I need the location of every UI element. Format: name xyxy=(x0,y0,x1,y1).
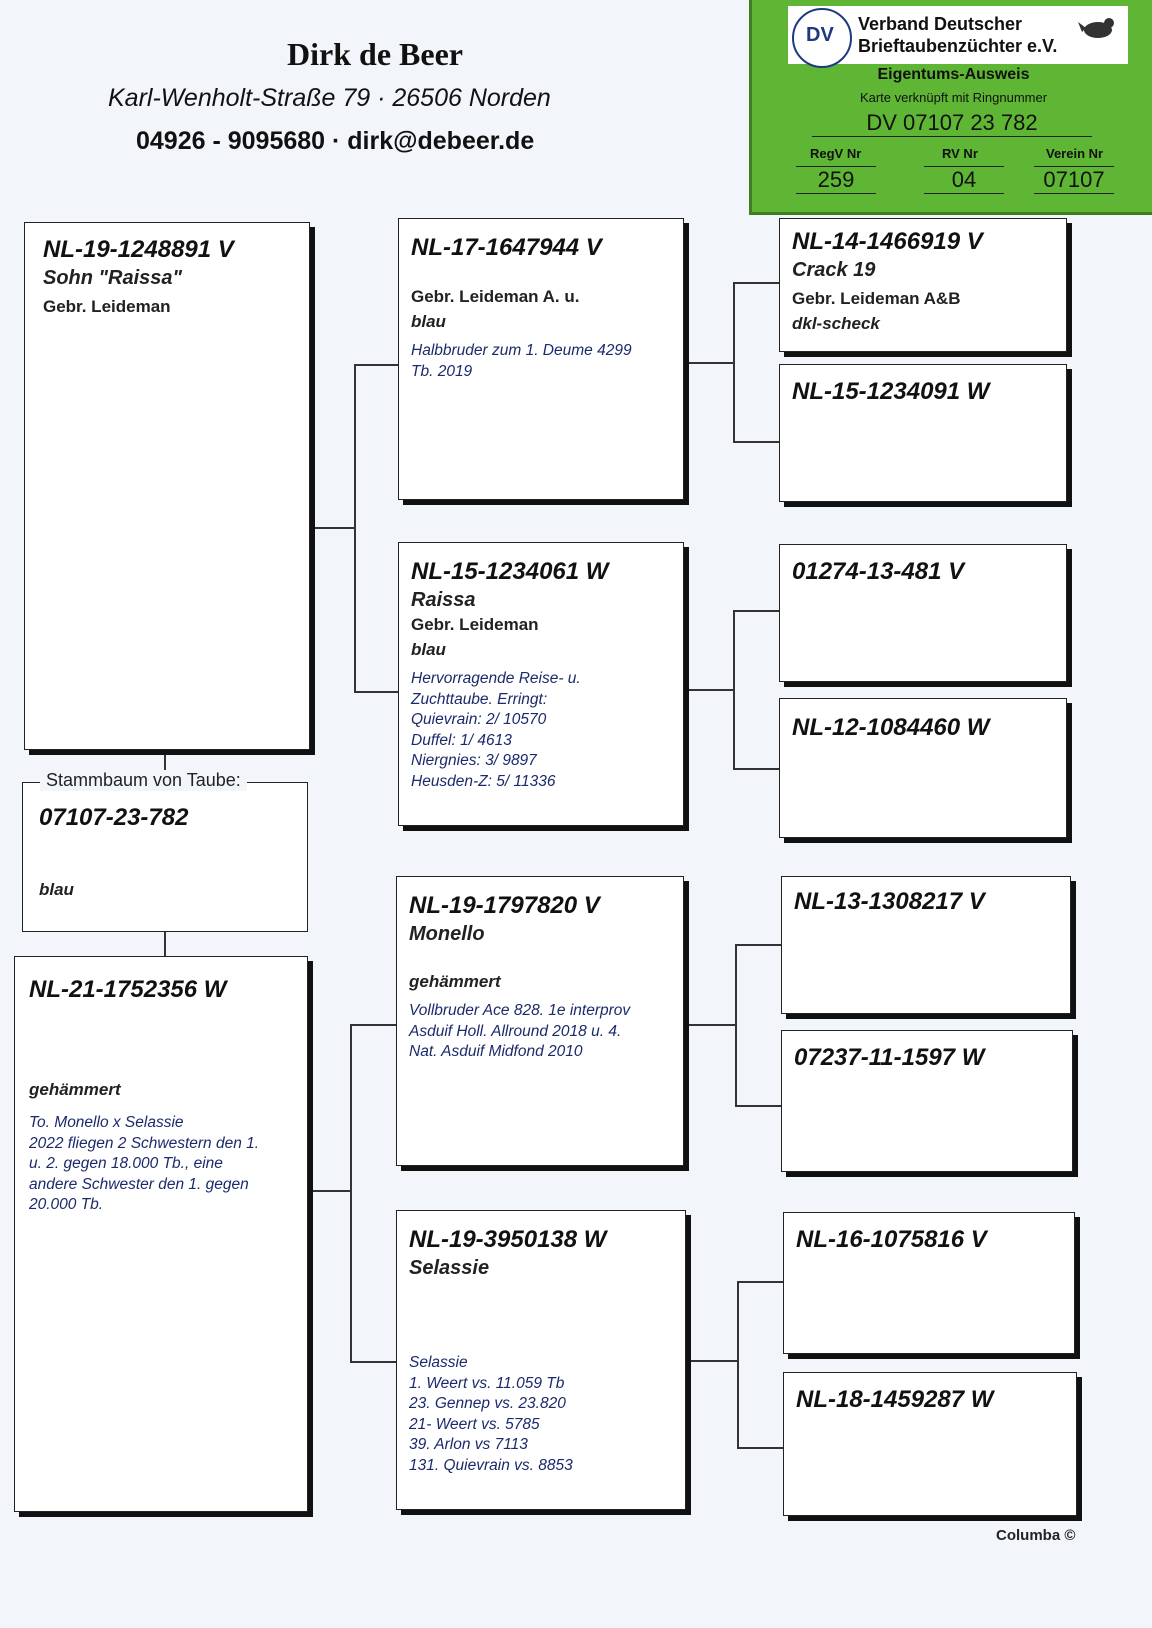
dam-box xyxy=(14,956,308,1512)
connector xyxy=(354,691,398,693)
grandparent-name: Selassie xyxy=(409,1257,490,1279)
card-title: Eigentums-Ausweis xyxy=(877,66,1030,83)
card-subtitle: Karte verknüpft mit Ringnummer xyxy=(859,90,1048,105)
connector xyxy=(735,944,737,1106)
grandparent-ring: NL-17-1647944 V xyxy=(411,234,602,261)
dam-color: gehämmert xyxy=(29,1080,121,1099)
grandparent-ring: NL-19-1797820 V xyxy=(409,892,600,919)
grandparent-note: Selassie 1. Weert vs. 11.059 Tb 23. Gennep vs. 23.820 21- Weert vs. 5785 39. Arlon vs 7113 131. Quievrain vs. 8853 xyxy=(409,1354,573,1474)
connector xyxy=(733,610,779,612)
grandparent-ring: NL-15-1234061 W xyxy=(411,558,609,585)
connector xyxy=(350,1361,396,1363)
grandparent-color: gehämmert xyxy=(409,972,501,991)
great-grandparent-box xyxy=(781,876,1071,1014)
ownership-card xyxy=(749,0,1152,215)
great-grandparent-name: Crack 19 xyxy=(792,259,876,281)
grandparent-name: Raissa xyxy=(411,589,476,611)
grandparent-breeder: Gebr. Leideman xyxy=(411,615,539,634)
great-grandparent-box xyxy=(779,698,1067,838)
connector xyxy=(737,1281,783,1283)
great-grandparent-box xyxy=(779,364,1067,502)
card-label-rv: RV Nr xyxy=(942,146,978,161)
breeder-name: Dirk de Beer xyxy=(287,36,463,72)
great-grandparent-box xyxy=(779,544,1067,682)
connector xyxy=(686,689,734,691)
sire-box xyxy=(24,222,310,750)
connector xyxy=(733,768,779,770)
great-grandparent-ring: NL-14-1466919 V xyxy=(792,228,983,255)
connector xyxy=(350,1024,352,1362)
great-grandparent-ring: 01274-13-481 V xyxy=(792,558,965,585)
card-value-regv: 259 xyxy=(796,166,876,194)
connector xyxy=(737,1447,783,1449)
connector xyxy=(354,364,356,692)
connector xyxy=(354,364,398,366)
connector xyxy=(307,1190,351,1192)
grandparent-breeder: Gebr. Leideman A. u. xyxy=(411,287,580,306)
great-grandparent-box xyxy=(779,218,1067,352)
sire-ring: NL-19-1248891 V xyxy=(43,236,234,263)
logo-letters: DV xyxy=(806,24,834,46)
grandparent-note: Vollbruder Ace 828. 1e interprov Asduif Holl. Allround 2018 u. 4. Nat. Asduif Midfond 2010 xyxy=(409,1002,631,1060)
card-ring-number: DV 07107 23 782 xyxy=(812,110,1092,137)
pigeon-icon xyxy=(1078,14,1118,42)
pedigree-label: Stammbaum von Taube: xyxy=(40,770,247,791)
breeder-address: Karl-Wenholt-Straße 79 · 26506 Norden xyxy=(108,84,551,112)
connector xyxy=(733,610,735,769)
connector xyxy=(733,441,779,443)
connector xyxy=(688,1360,738,1362)
great-grandparent-ring: NL-13-1308217 V xyxy=(794,888,985,915)
dam-note: To. Monello x Selassie 2022 fliegen 2 Schwestern den 1. u. 2. gegen 18.000 Tb., eine andere Schwester den 1. gegen 20.000 Tb. xyxy=(29,1114,260,1213)
subject-ring: 07107-23-782 xyxy=(39,804,189,831)
grandparent-note: Hervorragende Reise- u. Zuchttaube. Erringt: Quievrain: 2/ 10570 Duffel: 1/ 4613 Niergnies: 3/ 9897 Heusden-Z: 5/ 11336 xyxy=(411,670,581,790)
great-grandparent-breeder: Gebr. Leideman A&B xyxy=(792,289,961,308)
great-grandparent-ring: 07237-11-1597 W xyxy=(794,1044,985,1071)
great-grandparent-box xyxy=(783,1372,1077,1516)
connector xyxy=(733,282,779,284)
grandparent-note: Halbbruder zum 1. Deume 4299 Tb. 2019 xyxy=(411,342,632,380)
grandparent-box xyxy=(396,1210,686,1510)
card-org-line2: Brieftaubenzüchter e.V. xyxy=(858,36,1058,56)
grandparent-color: blau xyxy=(411,312,446,331)
sire-name: Sohn "Raissa" xyxy=(43,267,183,289)
great-grandparent-color: dkl-scheck xyxy=(792,314,880,333)
grandparent-ring: NL-19-3950138 W xyxy=(409,1226,607,1253)
connector xyxy=(164,932,166,956)
sire-breeder: Gebr. Leideman xyxy=(43,297,171,316)
connector xyxy=(686,362,734,364)
card-label-verein: Verein Nr xyxy=(1046,146,1104,161)
subject-box xyxy=(22,782,308,932)
connector xyxy=(686,1024,736,1026)
connector xyxy=(310,527,354,529)
card-value-verein: 07107 xyxy=(1034,166,1114,194)
connector xyxy=(350,1024,396,1026)
connector xyxy=(735,944,781,946)
great-grandparent-ring: NL-16-1075816 V xyxy=(796,1226,987,1253)
subject-color: blau xyxy=(39,880,74,899)
breeder-contact: 04926 - 9095680 · dirk@debeer.de xyxy=(136,127,535,155)
great-grandparent-ring: NL-12-1084460 W xyxy=(792,714,990,741)
great-grandparent-ring: NL-15-1234091 W xyxy=(792,378,990,405)
grandparent-box xyxy=(396,876,684,1166)
grandparent-color: blau xyxy=(411,640,446,659)
grandparent-box xyxy=(398,542,684,826)
great-grandparent-box xyxy=(781,1030,1073,1172)
great-grandparent-box xyxy=(783,1212,1075,1354)
connector xyxy=(737,1281,739,1448)
dv-logo-icon xyxy=(792,8,852,68)
connector xyxy=(735,1105,781,1107)
dam-ring: NL-21-1752356 W xyxy=(29,976,227,1003)
card-value-rv: 04 xyxy=(924,166,1004,194)
card-org-line1: Verband Deutscher xyxy=(858,14,1023,34)
card-label-regv: RegV Nr xyxy=(810,146,862,161)
connector xyxy=(733,282,735,442)
grandparent-name: Monello xyxy=(409,923,485,945)
grandparent-box xyxy=(398,218,684,500)
footer-credit: Columba © xyxy=(996,1527,1076,1544)
great-grandparent-ring: NL-18-1459287 W xyxy=(796,1386,994,1413)
